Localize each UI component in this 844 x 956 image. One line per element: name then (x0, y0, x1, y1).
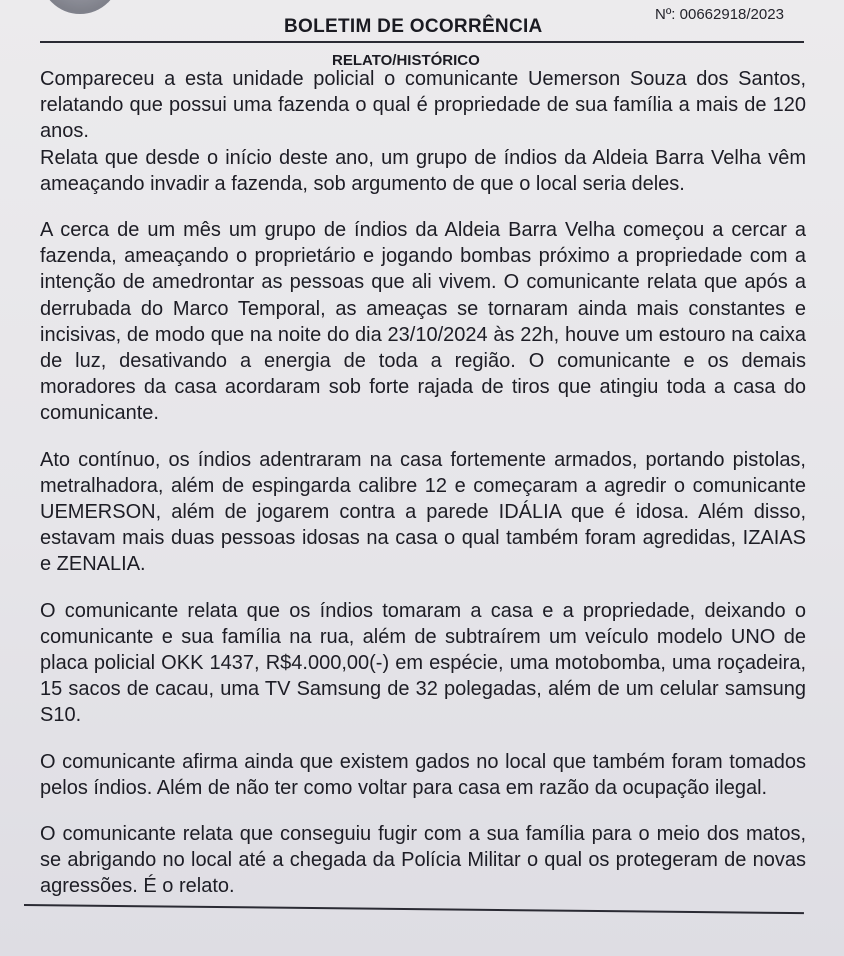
section-title: RELATO/HISTÓRICO (332, 52, 480, 69)
report-number: Nº: 00662918/2023 (655, 6, 784, 23)
report-paragraph: Ato contínuo, os índios adentraram na casa fortemente armados, portando pistolas, metralhadora, além de espingarda calibre 12 e começaram a agredir o comunicante UEMERSON, além de jogarem contra a parede IDÁLIA que é idosa. Além disso, estavam mais duas pessoas idosas na casa o qual também foram agredidas, IZAIAS e ZENALIA. (40, 448, 806, 576)
report-body (40, 66, 806, 900)
document-title: BOLETIM DE OCORRÊNCIA (284, 16, 543, 37)
report-paragraph: O comunicante relata que conseguiu fugir com a sua família para o meio dos matos, se abrigando no local até a chegada da Polícia Militar o qual os protegeram de novas agressões. É o relato. (40, 823, 806, 898)
report-paragraph: Relata que desde o início deste ano, um grupo de índios da Aldeia Barra Velha vêm ameaçando invadir a fazenda, sob argumento de que o local seria deles. (40, 146, 806, 195)
report-paragraph: O comunicante afirma ainda que existem gados no local que também foram tomados pelos índios. Além de não ter como voltar para casa em razão da ocupação ilegal. (40, 750, 806, 799)
report-paragraph: A cerca de um mês um grupo de índios da Aldeia Barra Velha começou a cercar a fazenda, ameaçando o proprietário e jogando bombas próximo a propriedade com a intenção de amedrontar as pessoas que ali vivem. O comunicante relata que após a derrubada do Marco Temporal, as ameaças se tornaram ainda mais constantes e incisivas, de modo que na noite do dia 23/10/2024 às 22h, houve um estouro na caixa de luz, desativando a energia de toda a região. O comunicante e os demais moradores da casa acordaram sob forte rajada de tiros que atingiu toda a casa do comunicante. (40, 219, 806, 425)
header-divider (40, 41, 804, 43)
report-paragraph: Compareceu a esta unidade policial o comunicante Uemerson Souza dos Santos, relatando que possui uma fazenda o qual é propriedade de sua família a mais de 120 anos. (40, 68, 806, 143)
coat-of-arms-seal (40, 0, 120, 14)
footer-divider (24, 904, 804, 914)
report-paragraph: O comunicante relata que os índios tomaram a casa e a propriedade, deixando o comunicante e sua família na rua, além de subtraírem um veículo modelo UNO de placa policial OKK 1437, R$4.000,00(-) em espécie, uma motobomba, uma roçadeira, 15 sacos de cacau, uma TV Samsung de 32 polegadas, além de um celular samsung S10. (40, 599, 806, 727)
